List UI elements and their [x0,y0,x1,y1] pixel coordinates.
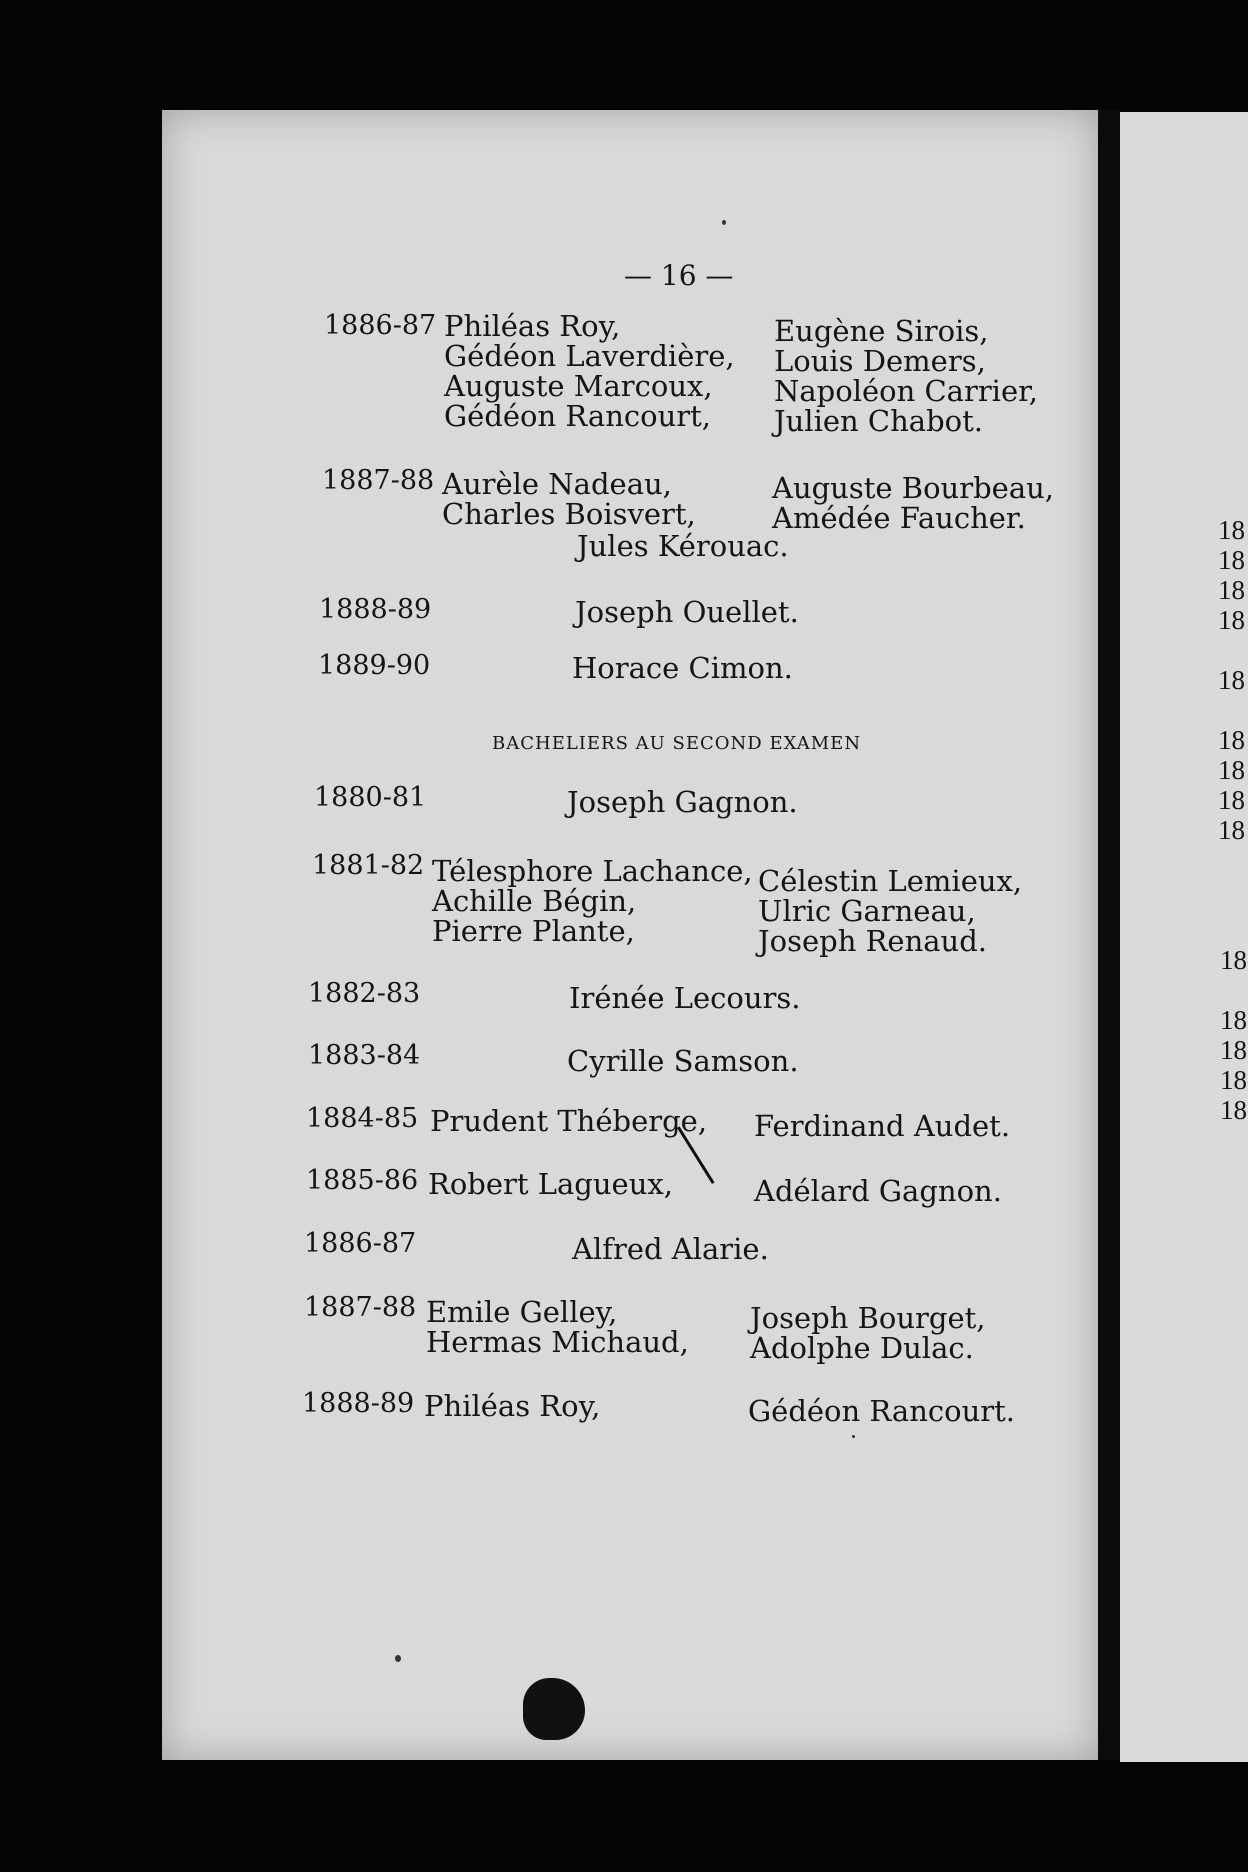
entry-name-right: Amédée Faucher. [772,501,1026,535]
facing-page-fragment: 18 [1220,1005,1247,1035]
facing-page-fragment: 18 [1220,1065,1247,1095]
entry-name-left: Télesphore Lachance, [432,854,753,888]
entry-name-center: Horace Cimon. [572,651,793,685]
page-gutter [1098,110,1120,1760]
page-number: — 16 — [624,259,734,292]
entry-name-right: Julien Chabot. [774,404,983,438]
entry-name-left: Gédéon Rancourt, [444,399,711,433]
entry-name-left: Pierre Plante, [432,914,635,948]
entry-year: 1886-87 [304,1228,417,1259]
entry-name-center: Jules Kérouac. [577,529,789,563]
section-heading: BACHELIERS AU SECOND EXAMEN [492,733,862,754]
entry-name-right: Napoléon Carrier, [774,374,1039,408]
ink-speck [852,1435,855,1438]
facing-page-fragment: 18 [1218,665,1245,695]
ink-blot [523,1678,585,1740]
entry-name-left: Achille Bégin, [432,884,637,918]
entry-year: 1881-82 [312,850,425,881]
facing-page-fragment: 18 [1218,755,1245,785]
entry-name-right: Adolphe Dulac. [750,1331,974,1365]
entry-year: 1883-84 [308,1040,421,1071]
entry-name-right: Joseph Bourget, [750,1301,986,1335]
entry-year: 1887-88 [322,465,435,496]
entry-year: 1888-89 [302,1388,415,1419]
facing-page-fragment: 18 [1220,1035,1247,1065]
ink-speck [395,1655,401,1662]
entry-name-left: Hermas Michaud, [426,1325,689,1359]
entry-name-right: Ulric Garneau, [758,894,976,928]
book-page [162,110,1098,1760]
entry-year: 1880-81 [314,782,427,813]
facing-page-fragment: 18 [1218,605,1245,635]
entry-name-right: Ferdinand Audet. [754,1109,1011,1143]
entry-year: 1884-85 [306,1103,419,1134]
entry-name-right: Célestin Lemieux, [758,864,1023,898]
facing-page-fragment: 18 [1218,815,1245,845]
entry-name-right: Eugène Sirois, [774,314,989,348]
entry-name-center: Alfred Alarie. [572,1232,769,1266]
entry-name-left: Aurèle Nadeau, [442,467,672,501]
facing-page-fragment: 18 [1218,575,1245,605]
entry-year: 1886-87 [324,310,437,341]
entry-name-left: Prudent Théberge, [430,1104,708,1138]
entry-year: 1888-89 [319,594,432,625]
entry-name-left: Philéas Roy, [444,309,621,343]
entry-name-center: Irénée Lecours. [569,981,801,1015]
entry-name-right: Adélard Gagnon. [754,1174,1002,1208]
entry-year: 1889-90 [318,650,431,681]
entry-name-center: Cyrille Samson. [567,1044,799,1078]
entry-year: 1885-86 [306,1165,419,1196]
entry-name-left: Philéas Roy, [424,1389,601,1423]
facing-page-fragment: 18 [1220,1095,1247,1125]
facing-page-fragment: 18 [1220,945,1247,975]
entry-name-left: Gédéon Laverdière, [444,339,735,373]
entry-year: 1887-88 [304,1292,417,1323]
entry-name-right: Joseph Renaud. [758,924,988,958]
entry-name-right: Louis Demers, [774,344,986,378]
entry-name-center: Joseph Gagnon. [567,785,798,819]
facing-page-fragment: 18 [1218,545,1245,575]
facing-page-fragment: 18 [1218,785,1245,815]
entry-name-left: Charles Boisvert, [442,497,696,531]
facing-page-fragment: 18 [1218,725,1245,755]
entry-name-right: Gédéon Rancourt. [748,1394,1015,1428]
entry-name-center: Joseph Ouellet. [575,595,799,629]
entry-year: 1882-83 [308,978,421,1009]
entry-name-left: Emile Gelley, [426,1295,618,1329]
ink-speck [722,220,726,225]
entry-name-left: Auguste Marcoux, [444,369,713,403]
entry-name-left: Robert Lagueux, [428,1167,673,1201]
entry-name-right: Auguste Bourbeau, [772,471,1054,505]
facing-page-fragment: 18 [1218,515,1245,545]
facing-page-edge [1120,112,1248,1762]
